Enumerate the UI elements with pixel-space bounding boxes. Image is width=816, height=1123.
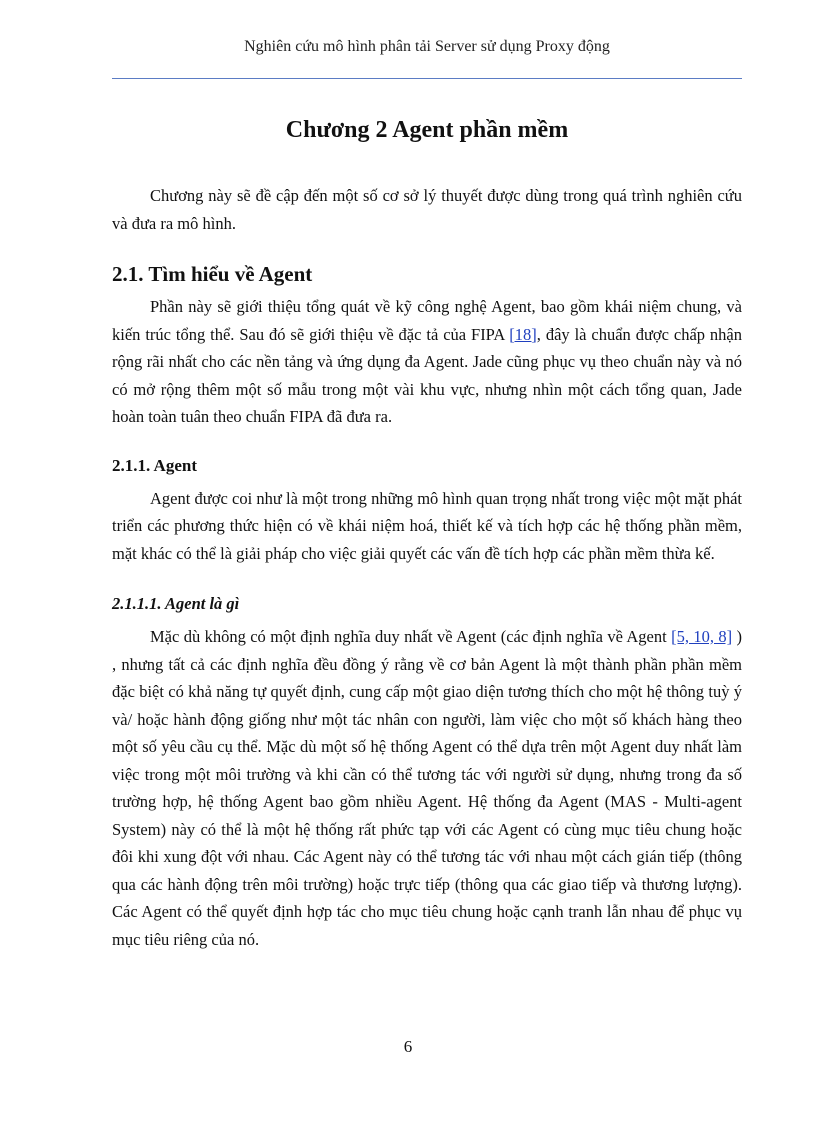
citation-link[interactable]: [18] (509, 324, 537, 344)
paragraph-text: ) , nhưng tất cả các định nghĩa đều đồng ý rằng về cơ bản Agent là một thành phần phần mềm đặc biệt có khả năng tự quyết định, cung cấp một giao diện tương thích cho một hệ thông tuỳ ý và/ hoặc hành động giống như một tác nhân con người, làm việc cho một số khách hàng theo một số yêu cầu cụ thể. Mặc dù một số hệ thống Agent có thể dựa trên một Agent duy nhất làm việc trong một môi trường và khi cần có thể tương tác với người sử dụng, nhưng trong đa số trường hợp, hệ thống Agent bao gồm nhiều Agent. Hệ thống đa Agent (MAS - Multi-agent System) này có thể là một hệ thống rất phức tạp với các Agent có cùng mục tiêu chung hoặc đôi khi xung đột với nhau. Các Agent này có thể tương tác với nhau một cách gián tiếp (thông qua các hành động trên môi trường) hoặc trực tiếp (thông qua các giao tiếp và thương lượng). Các Agent có thể quyết định hợp tác cho mục tiêu chung hoặc cạnh tranh lẫn nhau để phục vụ mục tiêu riêng của nó. (112, 627, 742, 949)
header-divider (112, 78, 742, 79)
section-heading-2-1: 2.1. Tìm hiểu về Agent (112, 262, 313, 286)
section-heading-2-1-1: 2.1.1. Agent (112, 455, 197, 475)
section-2-1-1-paragraph: Agent được coi như là một trong những mô hình quan trọng nhất trong việc một mặt phát triển các phương thức hiện có về khái niệm hoá, thiết kế và tích hợp các hệ thống phần mềm, mặt khác có thể là giải pháp cho việc giải quyết các vấn đề tích hợp các phần mềm thừa kế. (112, 488, 742, 563)
paragraph-text: Phần này sẽ giới thiệu tổng quát về kỹ công nghệ Agent, bao gồm khái niệm chung, và kiến trúc tổng thể. Sau đó sẽ giới thiệu về đặc tả của FIPA (112, 297, 742, 344)
chapter-title: Chương 2 Agent phần mềm (285, 117, 569, 143)
section-heading-2-1-1-1: 2.1.1.1. Agent là gì (112, 594, 240, 613)
citation-link[interactable]: [5, 10, 8] (671, 627, 733, 646)
paragraph-text: , đây là chuẩn được chấp nhận rộng rãi nhất cho các nền tảng và ứng dụng đa Agent. Jade cũng phục vụ theo chuẩn này và nó có mở rộng thêm một số mẫu trong một vài khu vực, nhưng nhìn một cách tổng quan, Jade hoàn toàn tuân theo chuẩn FIPA đã đưa ra. (112, 324, 743, 426)
section-2-1-1-1-paragraph (112, 623, 742, 953)
intro-paragraph: Chương này sẽ đề cập đến một số cơ sở lý thuyết được dùng trong quá trình nghiên cứu và đưa ra mô hình. (112, 186, 742, 233)
page-number: 6 (403, 1037, 413, 1056)
paragraph-text: Mặc dù không có một định nghĩa duy nhất về Agent (các định nghĩa về Agent (150, 627, 672, 646)
section-2-1-paragraph (112, 293, 742, 431)
page-content (112, 110, 742, 953)
running-header: Nghiên cứu mô hình phân tải Server sử dụng Proxy động (244, 38, 610, 55)
